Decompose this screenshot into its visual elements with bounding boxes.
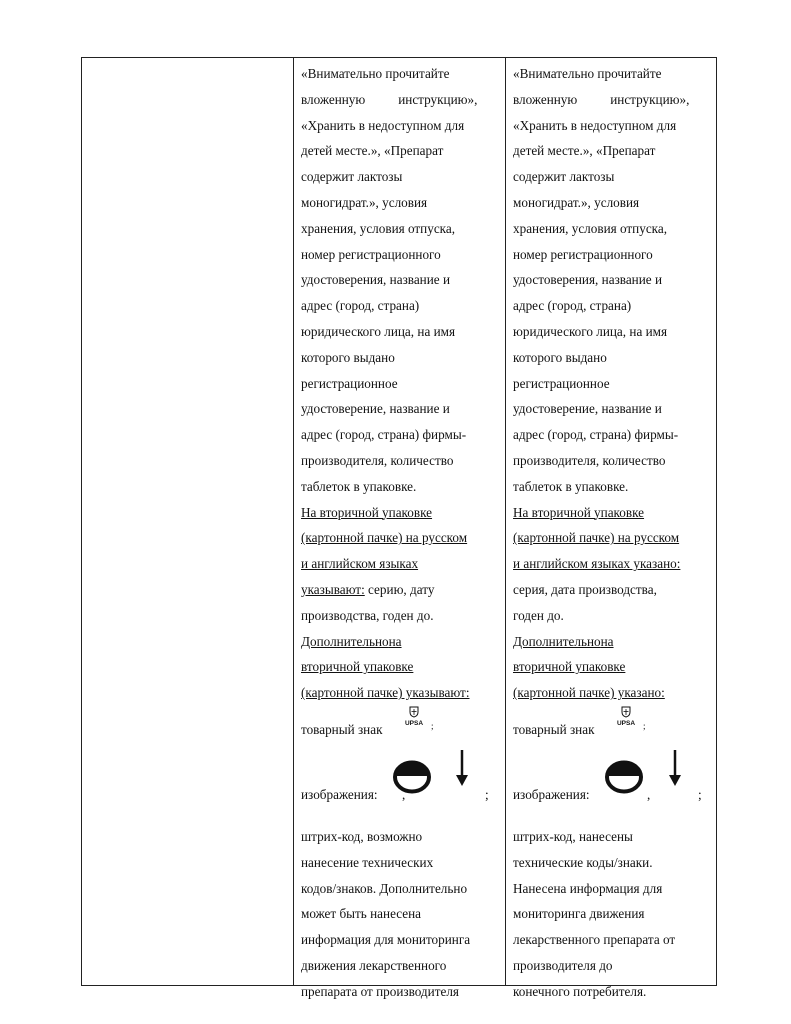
text-line: удостоверения, название и [301, 272, 451, 288]
text-line: препарата от производителя [301, 983, 459, 999]
column-proposed-text [513, 61, 709, 1005]
logo-text: UPSA [404, 719, 424, 727]
images-label: изображения: [301, 786, 378, 802]
images-label: изображения: [513, 786, 590, 802]
logo-text: UPSA [616, 719, 636, 727]
arrow-down-icon [667, 749, 683, 787]
text-fragment: на [388, 633, 402, 649]
text-line: серия, дата производства, [513, 581, 657, 597]
arrow-down-icon [454, 749, 470, 787]
tail-paragraph [513, 824, 709, 1005]
semicolon: ; [698, 786, 702, 802]
text-line: которого выдано [301, 349, 395, 365]
text-fragment: на [600, 633, 614, 649]
text-line: адрес (город, страна) фирмы- [301, 427, 467, 443]
text-line: конечного потребителя. [513, 983, 647, 999]
text-line: вложенную инструкцию», [513, 91, 690, 107]
text-line: и английском языках указано: [513, 556, 681, 572]
half-filled-circle-icon [605, 760, 643, 794]
images-row [513, 746, 709, 824]
text-line: вторичной упаковке [301, 659, 414, 675]
text-line: адрес (город, страна) [513, 298, 632, 314]
text-line: нанесение технических [301, 854, 434, 870]
text-line: и английском языках [301, 556, 419, 572]
text-line: технические коды/знаки. [513, 854, 653, 870]
text-line: детей месте.», «Препарат [301, 143, 444, 159]
text-line: штрих-код, нанесены [513, 828, 633, 844]
text-line: производителя, количество [513, 452, 666, 468]
text-line: «Хранить в недоступном для [301, 117, 465, 133]
text-line: На вторичной упаковке [301, 504, 433, 520]
secondary-packaging-paragraph [513, 500, 709, 629]
text-line [301, 577, 479, 603]
text-line: удостоверение, название и [301, 401, 450, 417]
text-line: номер регистрационного [513, 246, 653, 262]
additional-paragraph [301, 629, 479, 706]
text-fragment: Дополнительно [301, 633, 389, 649]
underlined-word: указывают: [301, 581, 365, 597]
text-line: производителя до [513, 957, 613, 973]
text-line: хранения, условия отпуска, [301, 220, 456, 236]
text-fragment: Дополнительно [513, 633, 601, 649]
comparison-table [81, 57, 717, 999]
text-line: вторичной упаковке [513, 659, 626, 675]
text-line: вложенную инструкцию», [301, 91, 478, 107]
text-line: регистрационное [513, 375, 610, 391]
text-line: производства, годен до. [301, 607, 434, 623]
text-line: «Внимательно прочитайте [513, 66, 662, 81]
images-row [301, 746, 489, 824]
text-line: мониторинга движения [513, 906, 645, 922]
text-line: юридического лица, на имя [513, 323, 668, 339]
trademark-punct: ; [643, 720, 646, 731]
text-line [301, 629, 477, 655]
text-line: хранения, условия отпуска, [513, 220, 668, 236]
text-line: содержит лактозы [301, 169, 403, 185]
text-line: «Внимательно прочитайте [301, 66, 450, 81]
text-line: содержит лактозы [513, 169, 615, 185]
text-line: которого выдано [513, 349, 607, 365]
semicolon: ; [485, 786, 489, 802]
text-line: номер регистрационного [301, 246, 441, 262]
text-line: адрес (город, страна) фирмы- [513, 427, 679, 443]
text-line: адрес (город, страна) [301, 298, 420, 314]
text-line: движения лекарственного [301, 957, 447, 973]
text-line: (картонной пачке) на русском [513, 530, 680, 546]
trademark-label: товарный знак [513, 721, 595, 737]
upsa-logo-icon [611, 706, 641, 732]
text-line: Нанесена информация для [513, 880, 663, 896]
text-line: удостоверения, название и [513, 272, 663, 288]
text-line: штрих-код, возможно [301, 828, 423, 844]
text-line: юридического лица, на имя [301, 323, 456, 339]
text-line: (картонной пачке) на русском [301, 530, 468, 546]
trademark-row [513, 706, 709, 746]
text-line: кодов/знаков. Дополнительно [301, 880, 468, 896]
text-line: таблеток в упаковке. [301, 478, 417, 494]
text-line: детей месте.», «Препарат [513, 143, 656, 159]
text-line [513, 629, 689, 655]
text-line: (картонной пачке) указано: [513, 685, 665, 701]
text-line: моногидрат.», условия [513, 194, 640, 210]
additional-paragraph [513, 629, 709, 706]
text-line: удостоверение, название и [513, 401, 662, 417]
text-line: лекарственного препарата от [513, 932, 676, 948]
text-fragment: серию, дату [364, 581, 435, 597]
text-line: На вторичной упаковке [513, 504, 645, 520]
comma: , [402, 786, 406, 802]
text-line: (картонной пачке) указывают: [301, 685, 470, 701]
tail-paragraph [301, 824, 479, 1005]
trademark-label: товарный знак [301, 721, 383, 737]
comma: , [647, 786, 651, 802]
text-line: таблеток в упаковке. [513, 478, 629, 494]
text-line: информация для мониторинга [301, 932, 471, 948]
column-divider-2 [505, 58, 506, 985]
text-line: производителя, количество [301, 452, 454, 468]
half-filled-circle-icon [393, 760, 431, 794]
secondary-packaging-paragraph [301, 500, 479, 629]
text-line: годен до. [513, 607, 564, 623]
text-line: моногидрат.», условия [301, 194, 428, 210]
column-current-text [301, 61, 489, 1005]
intro-paragraph [513, 61, 709, 500]
trademark-punct: ; [431, 720, 434, 731]
intro-paragraph [301, 61, 479, 500]
text-line: «Хранить в недоступном для [513, 117, 677, 133]
column-divider-1 [293, 58, 294, 985]
upsa-logo-icon [399, 706, 429, 732]
trademark-row [301, 706, 479, 746]
text-line: регистрационное [301, 375, 398, 391]
text-line: может быть нанесена [301, 906, 422, 922]
